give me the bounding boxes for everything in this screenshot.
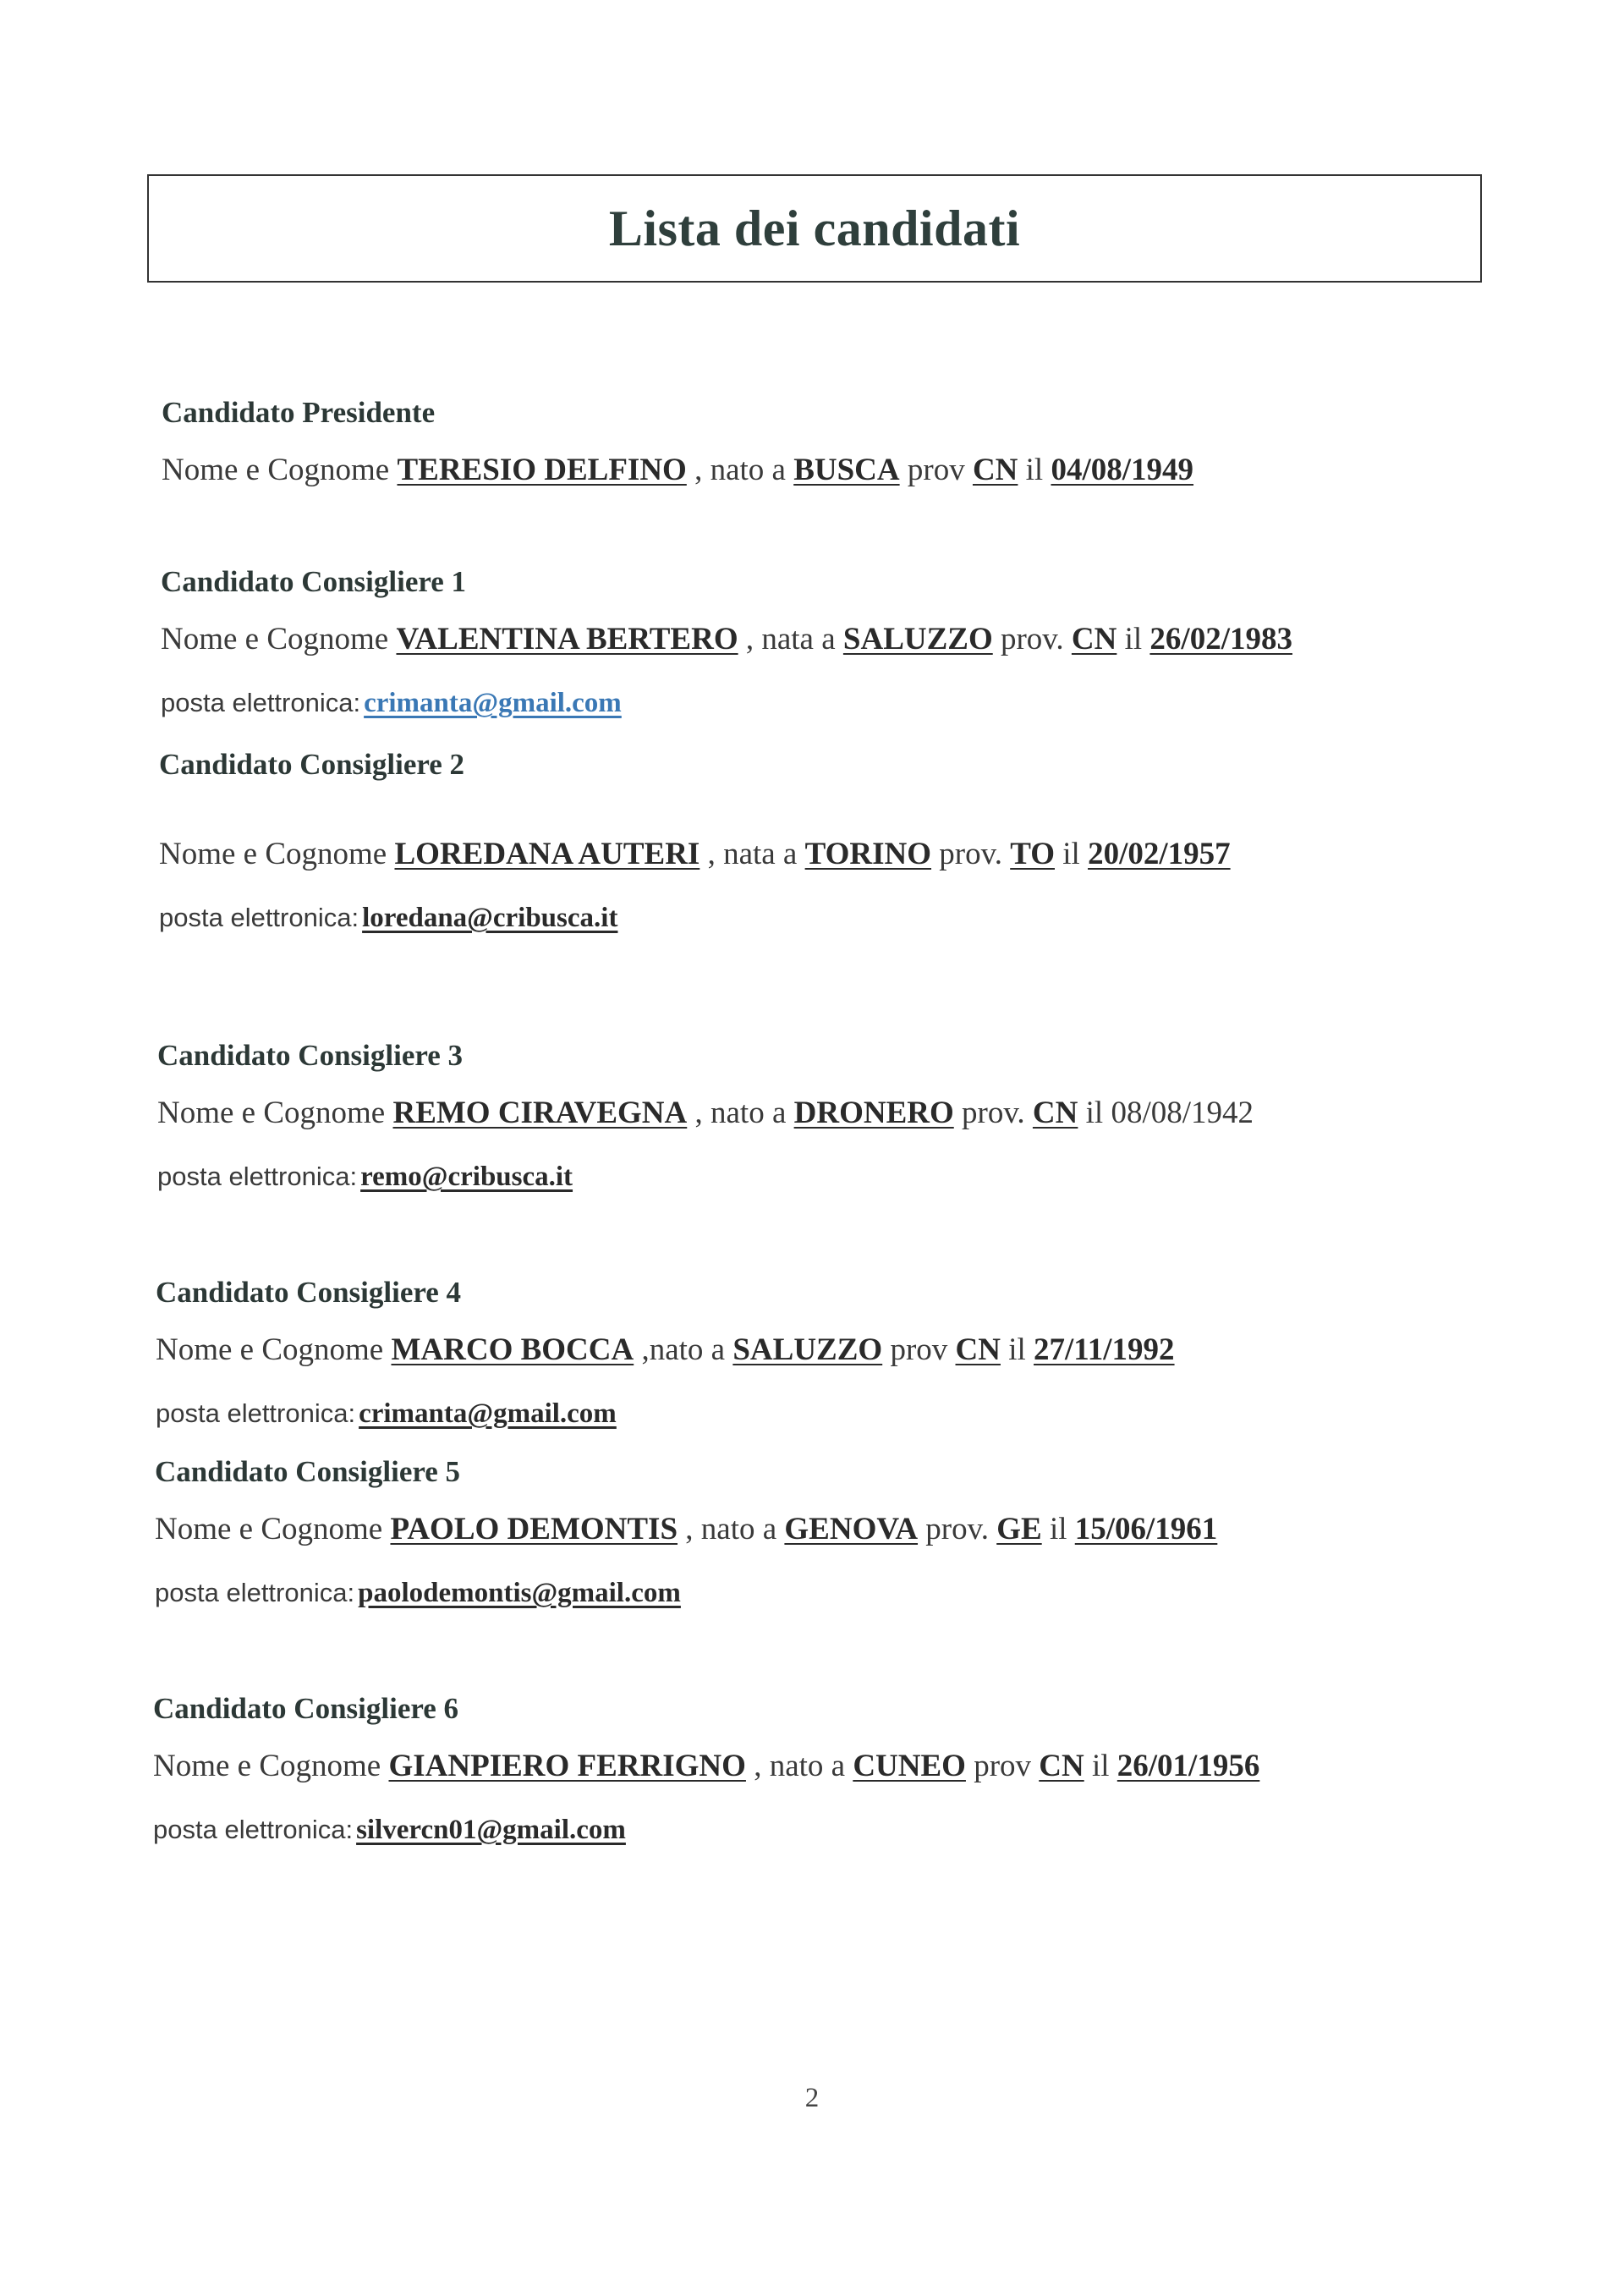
name-label: Nome e Cognome xyxy=(157,1096,386,1130)
title-box xyxy=(147,174,1482,283)
email-label: posta elettronica: xyxy=(157,1162,358,1191)
candidate-president xyxy=(162,396,1193,488)
candidate-heading: Candidato Presidente xyxy=(162,396,436,429)
prov-text: prov xyxy=(907,453,965,487)
prov-text: prov. xyxy=(939,837,1002,871)
email-row xyxy=(156,1398,1175,1430)
candidate-details xyxy=(155,1511,1217,1547)
prov-text: prov xyxy=(974,1749,1032,1783)
candidate-name: MARCO BOCCA xyxy=(391,1332,634,1367)
province: CN xyxy=(1071,622,1117,656)
candidate-councillor-3 xyxy=(157,1039,1254,1193)
email-label: posta elettronica: xyxy=(156,1398,356,1428)
email-link[interactable]: crimanta@gmail.com xyxy=(364,688,622,718)
candidate-details xyxy=(156,1332,1175,1368)
email-label: posta elettronica: xyxy=(159,903,359,932)
born-text: , nata a xyxy=(745,622,836,656)
email-row xyxy=(155,1578,1217,1609)
name-label: Nome e Cognome xyxy=(153,1749,381,1783)
date-text: il xyxy=(1025,453,1044,487)
birth-date: 04/08/1949 xyxy=(1051,453,1194,487)
birth-date: 26/01/1956 xyxy=(1116,1749,1260,1783)
born-text: , nato a xyxy=(754,1749,846,1783)
birth-place: GENOVA xyxy=(784,1512,919,1546)
province: CN xyxy=(972,453,1018,487)
name-label: Nome e Cognome xyxy=(159,837,387,871)
candidate-name: LOREDANA AUTERI xyxy=(394,837,700,871)
email-link[interactable]: silvercn01@gmail.com xyxy=(356,1815,626,1845)
province: CN xyxy=(1039,1749,1084,1783)
date-text: il xyxy=(1062,837,1080,871)
prov-text: prov. xyxy=(925,1512,989,1546)
email-label: posta elettronica: xyxy=(161,688,361,717)
province: TO xyxy=(1010,837,1055,871)
name-label: Nome e Cognome xyxy=(155,1512,383,1546)
candidate-details xyxy=(153,1748,1259,1784)
candidate-councillor-4 xyxy=(156,1276,1175,1430)
candidate-councillor-1 xyxy=(161,565,1292,719)
date-text: il xyxy=(1008,1332,1026,1367)
province: CN xyxy=(1032,1096,1078,1130)
birth-place: TORINO xyxy=(804,837,932,871)
birth-place: BUSCA xyxy=(793,453,900,487)
prov-text: prov. xyxy=(1000,622,1064,656)
birth-date: 26/02/1983 xyxy=(1149,622,1292,656)
candidate-heading: Candidato Consigliere 2 xyxy=(159,748,465,781)
date-text: il xyxy=(1124,622,1143,656)
candidate-details xyxy=(159,836,1231,872)
date-text: il xyxy=(1085,1096,1104,1130)
email-row xyxy=(153,1815,1259,1846)
birth-date: 27/11/1992 xyxy=(1034,1332,1175,1367)
candidate-details xyxy=(157,1095,1254,1131)
candidate-name: TERESIO DELFINO xyxy=(397,453,687,487)
candidate-heading: Candidato Consigliere 1 xyxy=(161,565,467,598)
name-label: Nome e Cognome xyxy=(162,453,390,487)
prov-text: prov xyxy=(890,1332,948,1367)
birth-date: 15/06/1961 xyxy=(1074,1512,1218,1546)
candidate-name: PAOLO DEMONTIS xyxy=(390,1512,678,1546)
birth-date: 08/08/1942 xyxy=(1111,1096,1254,1130)
page-title: Lista dei candidati xyxy=(608,200,1021,256)
birth-date: 20/02/1957 xyxy=(1088,837,1231,871)
email-link[interactable]: remo@cribusca.it xyxy=(360,1162,573,1192)
candidate-heading: Candidato Consigliere 6 xyxy=(153,1692,459,1725)
name-label: Nome e Cognome xyxy=(161,622,389,656)
candidate-councillor-5 xyxy=(155,1455,1217,1609)
born-text: , nato a xyxy=(685,1512,777,1546)
born-text: , nato a xyxy=(694,1096,787,1130)
candidate-heading: Candidato Consigliere 3 xyxy=(157,1039,464,1072)
born-text: , nata a xyxy=(707,837,798,871)
province: CN xyxy=(955,1332,1001,1367)
candidate-name: GIANPIERO FERRIGNO xyxy=(388,1749,746,1783)
email-label: posta elettronica: xyxy=(155,1578,355,1607)
birth-place: SALUZZO xyxy=(842,622,993,656)
candidate-heading: Candidato Consigliere 5 xyxy=(155,1455,461,1488)
email-row xyxy=(157,1162,1254,1193)
date-text: il xyxy=(1091,1749,1110,1783)
candidate-councillor-2 xyxy=(159,748,1231,934)
date-text: il xyxy=(1049,1512,1067,1546)
born-text: ,nato a xyxy=(641,1332,726,1367)
birth-place: SALUZZO xyxy=(732,1332,883,1367)
candidate-name: REMO CIRAVEGNA xyxy=(392,1096,688,1130)
birth-place: DRONERO xyxy=(793,1096,954,1130)
candidate-details xyxy=(162,452,1193,488)
candidate-heading: Candidato Consigliere 4 xyxy=(156,1276,462,1309)
email-link[interactable]: paolodemontis@gmail.com xyxy=(358,1578,681,1608)
province: GE xyxy=(996,1512,1042,1546)
born-text: , nato a xyxy=(694,453,786,487)
email-row xyxy=(161,688,1292,719)
candidate-name: VALENTINA BERTERO xyxy=(396,622,738,656)
name-label: Nome e Cognome xyxy=(156,1332,384,1367)
page-number: 2 xyxy=(804,2083,820,2113)
email-link[interactable]: crimanta@gmail.com xyxy=(359,1398,617,1429)
candidate-councillor-6 xyxy=(153,1692,1259,1846)
email-label: posta elettronica: xyxy=(153,1815,354,1844)
birth-place: CUNEO xyxy=(853,1749,966,1783)
candidate-details xyxy=(161,621,1292,657)
prov-text: prov. xyxy=(962,1096,1025,1130)
email-link[interactable]: loredana@cribusca.it xyxy=(362,903,618,933)
email-row xyxy=(159,903,1231,934)
